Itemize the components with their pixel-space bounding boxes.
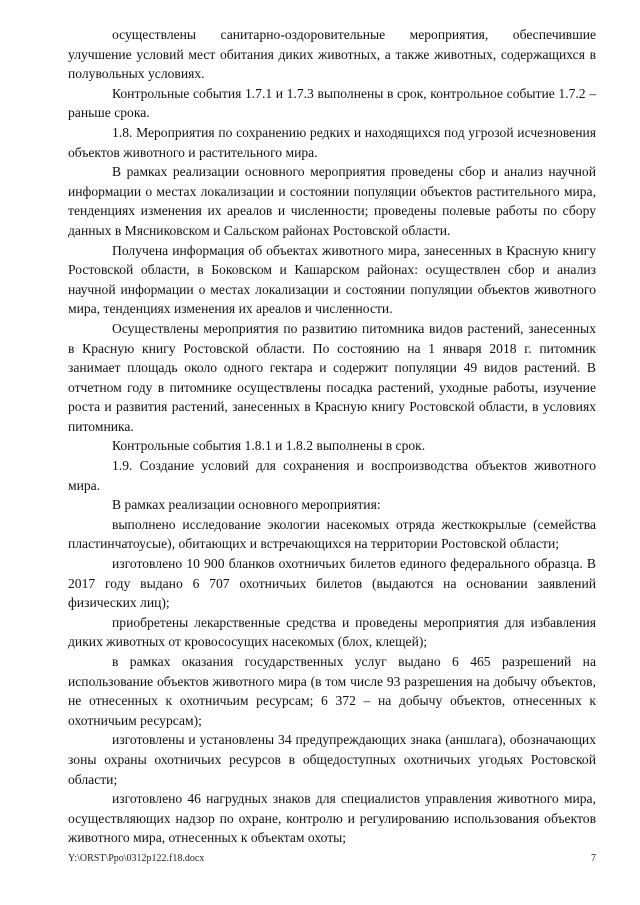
document-body	[68, 25, 596, 848]
file-path: Y:\ORST\Ppo\0312p122.f18.docx	[68, 853, 205, 864]
page-number: 7	[591, 853, 596, 864]
paragraph: Осуществлены мероприятия по развитию питомника видов растений, занесенных в Красную книгу Ростовской области. По состоянию на 1 января 2018 г. питомник занимает площадь около одного гектара и содержит популяции 49 видов растений. В отчетном году в питомнике осуществлены посадка растений, уходные работы, изучение роста и развития растений, занесенных в Красную книгу Ростовской области, в условиях питомника.	[68, 320, 596, 434]
paragraph: В рамках реализации основного мероприятия проведены сбор и анализ научной информации о местах локализации и состоянии популяции объектов растительного мира, тенденциях изменения их ареалов и численности; проведены полевые работы по сбору данных в Мясниковском и Сальском районах Ростовской области.	[68, 164, 596, 238]
list-item: выполнено исследование экологии насекомых отряда жесткокрылые (семейства пластинчатоусые), обитающих и встречающихся на территории Ростовской области;	[68, 516, 596, 552]
list-item: изготовлено 46 нагрудных знаков для специалистов управления животного мира, осуществляющих надзор по охране, контролю и регулированию использования объектов животного мира, отнесенных к объектам охоты;	[68, 791, 596, 846]
section-heading: 1.8. Мероприятия по сохранению редких и находящихся под угрозой исчезновения объектов животного и растительного мира.	[68, 124, 596, 160]
section-heading: 1.9. Создание условий для сохранения и воспроизводства объектов животного мира.	[68, 458, 596, 493]
paragraph: Получена информация об объектах животного мира, занесенных в Красную книгу Ростовской области, в Боковском и Кашарском районах: осуществлен сбор и анализ научной информации о местах локализации и состоянии популяции объектов животного мира, тенденциях изменения их ареалов и численности.	[68, 242, 596, 317]
list-item: изготовлено 10 900 бланков охотничьих билетов единого федерального образца. В 2017 году выдано 6 707 охотничьих билетов (выдаются на основании заявлений физических лиц);	[68, 556, 596, 611]
paragraph: Контрольные события 1.7.1 и 1.7.3 выполнены в срок, контрольное событие 1.7.2 – раньше срока.	[68, 85, 596, 121]
list-item: приобретены лекарственные средства и проведены мероприятия для избавления диких животных от кровососущих насекомых (блох, клещей);	[68, 614, 596, 650]
paragraph: осуществлены санитарно-оздоровительные мероприятия, обеспечившие улучшение условий мест обитания диких животных, а также животных, содержащихся в полувольных условиях.	[68, 27, 596, 82]
list-item: изготовлены и установлены 34 предупреждающих знака (аншлага), обозначающих зоны охраны охотничьих ресурсов в общедоступных охотничьих угодьях Ростовской области;	[68, 732, 596, 787]
paragraph: Контрольные события 1.8.1 и 1.8.2 выполнены в срок.	[112, 438, 426, 454]
list-item: в рамках оказания государственных услуг выдано 6 465 разрешений на использование объектов животного мира (в том числе 93 разрешения на добычу объектов, не отнесенных к охотничьим ресурсам; 6 372 – на добычу объектов, отнесенных к охотничьим ресурсам);	[68, 654, 596, 728]
paragraph: В рамках реализации основного мероприятия:	[112, 497, 381, 513]
